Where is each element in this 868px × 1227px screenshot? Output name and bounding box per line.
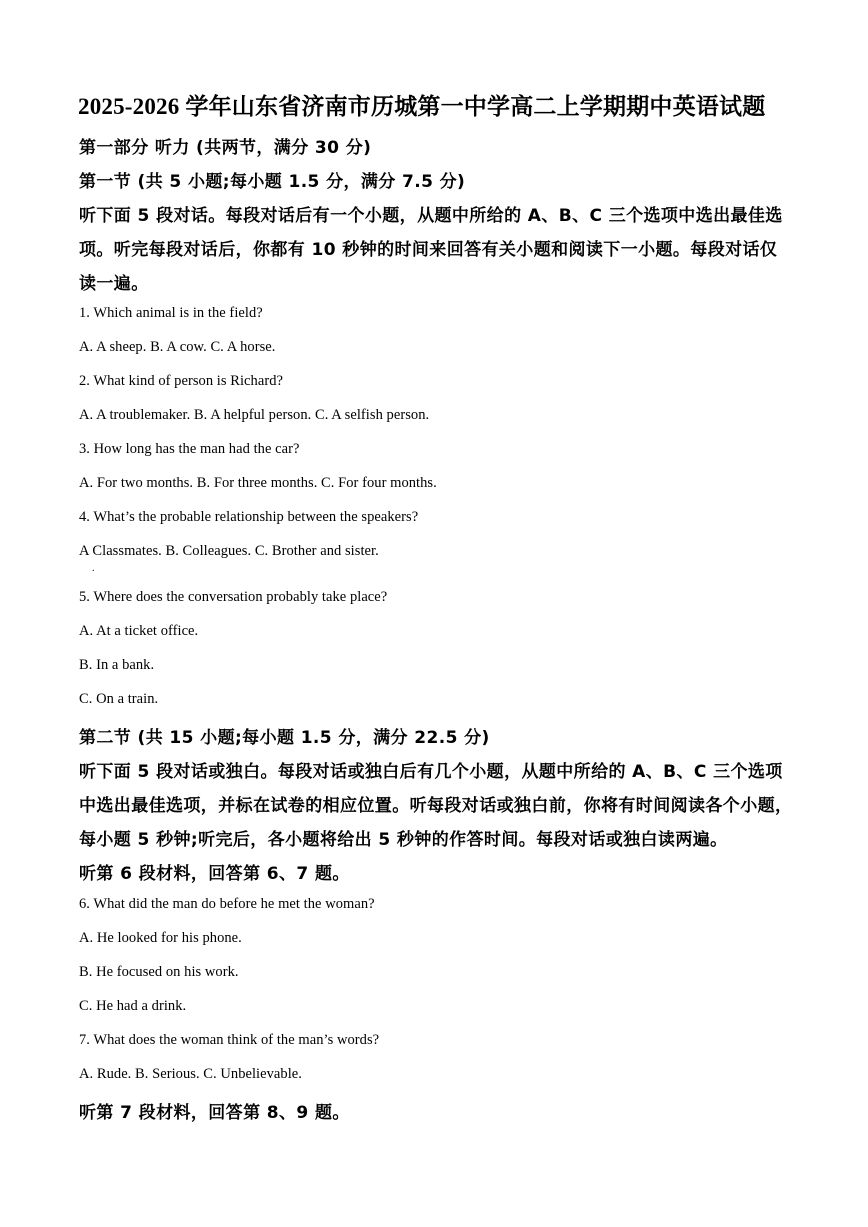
section1-heading: 第一节 (共 5 小题;每小题 1.5 分，满分 7.5 分) — [79, 172, 466, 192]
question-5-option-a: A. At a ticket office. — [79, 623, 199, 639]
question-5-option-c: C. On a train. — [79, 691, 159, 707]
question-5-option-b: B. In a bank. — [79, 657, 155, 673]
question-3: 3. How long has the man had the car? — [79, 441, 300, 457]
material-6-heading: 听第 6 段材料，回答第 6、7 题。 — [79, 864, 350, 884]
section1-instructions-line-2: 项。听完每段对话后，你都有 10 秒钟的时间来回答有关小题和阅读下一小题。每段对话仅 — [79, 240, 778, 260]
question-3-options: A. For two months. B. For three months. C. For four months. — [79, 475, 437, 491]
part1-heading: 第一部分 听力 (共两节，满分 30 分) — [79, 138, 372, 158]
question-2-options: A. A troublemaker. B. A helpful person. C. A selfish person. — [79, 407, 430, 423]
question-7: 7. What does the woman think of the man’s words? — [79, 1032, 380, 1048]
question-6-option-b: B. He focused on his work. — [79, 964, 239, 980]
section2-heading: 第二节 (共 15 小题;每小题 1.5 分，满分 22.5 分) — [79, 728, 490, 748]
section2-instructions-line-3: 每小题 5 秒钟;听完后，各小题将给出 5 秒钟的作答时间。每段对话或独白读两遍。 — [79, 830, 728, 850]
question-6-option-c: C. He had a drink. — [79, 998, 187, 1014]
question-4-options: A Classmates. B. Colleagues. C. Brother and sister. — [79, 543, 379, 559]
stray-dot-mark: . — [92, 563, 95, 574]
question-1: 1. Which animal is in the field? — [79, 305, 263, 321]
section1-instructions-line-1: 听下面 5 段对话。每段对话后有一个小题，从题中所给的 A、B、C 三个选项中选出最佳选 — [79, 206, 783, 226]
section2-instructions-line-1: 听下面 5 段对话或独白。每段对话或独白后有几个小题，从题中所给的 A、B、C 三个选项 — [79, 762, 783, 782]
question-1-options: A. A sheep. B. A cow. C. A horse. — [79, 339, 276, 355]
question-6: 6. What did the man do before he met the woman? — [79, 896, 375, 912]
page-title: 2025-2026 学年山东省济南市历城第一中学高二上学期期中英语试题 — [78, 94, 766, 119]
question-2: 2. What kind of person is Richard? — [79, 373, 283, 389]
question-5: 5. Where does the conversation probably take place? — [79, 589, 388, 605]
section1-instructions-line-3: 读一遍。 — [79, 274, 149, 294]
material-7-heading: 听第 7 段材料，回答第 8、9 题。 — [79, 1103, 350, 1123]
question-6-option-a: A. He looked for his phone. — [79, 930, 242, 946]
question-7-options: A. Rude. B. Serious. C. Unbelievable. — [79, 1066, 302, 1082]
section2-instructions-line-2: 中选出最佳选项，并标在试卷的相应位置。听每段对话或独白前，你将有时间阅读各个小题， — [79, 796, 793, 816]
question-4: 4. What’s the probable relationship between the speakers? — [79, 509, 419, 525]
